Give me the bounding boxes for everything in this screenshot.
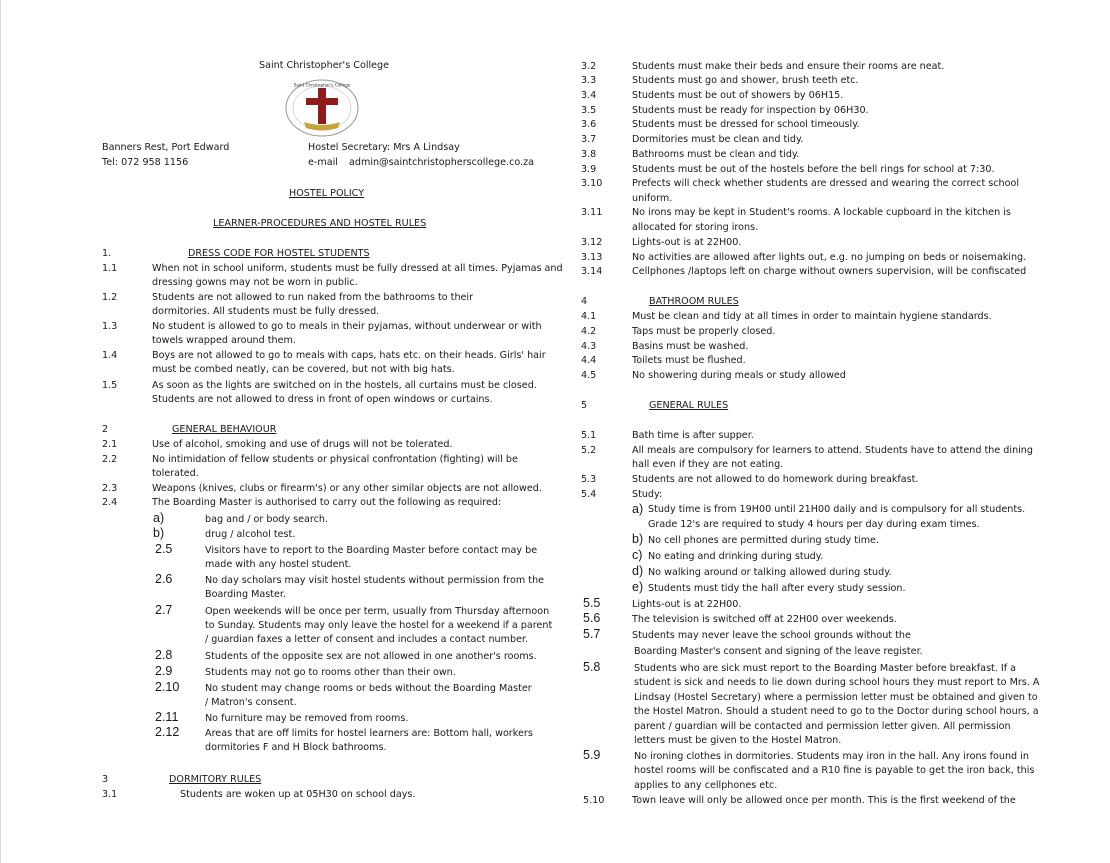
item-text: No day scholars may visit hostel students without permission from the — [205, 575, 545, 586]
item-text: Lights-out is at 22H00. — [632, 599, 742, 610]
item-text: Students who are sick must report to the Boarding Master before breakfast. If a — [634, 663, 1017, 674]
item-text: Boarding Master's consent and signing of the leave register. — [634, 646, 923, 657]
item-text: No student is allowed to go to meals in their pyjamas, without underwear or with — [152, 321, 542, 332]
college-title: Saint Christopher's College — [259, 60, 390, 71]
item-number: 2.8 — [155, 648, 173, 662]
item-number: c) — [632, 548, 643, 562]
item-number: 1.5 — [102, 380, 118, 391]
item-number: 2.11 — [155, 710, 179, 724]
item-text: Must be clean and tidy at all times in order to maintain hygiene standards. — [632, 311, 992, 322]
email-address: admin@saintchristopherscollege.co.za — [349, 157, 535, 168]
section-number: 5 — [581, 400, 588, 411]
item-text: Students are not allowed to do homework during breakfast. — [632, 474, 919, 485]
item-number: 5.1 — [581, 430, 597, 441]
item-text: Students must go and shower, brush teeth etc. — [632, 75, 859, 86]
item-number: 3.14 — [581, 266, 603, 277]
section-title: GENERAL BEHAVIOUR — [172, 424, 277, 435]
item-number: 5.2 — [581, 445, 597, 456]
item-text: No eating and drinking during study. — [648, 551, 824, 562]
svg-text:Saint Christopher's College: Saint Christopher's College — [293, 82, 351, 88]
item-number: b) — [632, 532, 644, 546]
item-text: Students are not allowed to run naked from the bathrooms to their — [152, 292, 474, 303]
item-text: Students must be out of the hostels before the bell rings for school at 7:30. — [632, 164, 995, 175]
item-text: student is sick and needs to lie down during school hours they must report to Mrs. A — [634, 677, 1040, 688]
item-text: No intimidation of fellow students or physical confrontation (fighting) will be — [152, 454, 518, 465]
item-text: parent / guardian will be contacted and permission letter given. All permission — [634, 721, 1011, 732]
item-text: tolerated. — [152, 468, 199, 479]
item-number: 2.3 — [102, 483, 118, 494]
procedures-title: LEARNER-PROCEDURES AND HOSTEL RULES — [213, 218, 427, 229]
item-number: 3.13 — [581, 252, 603, 263]
item-text: Students may not go to rooms other than their own. — [205, 667, 456, 678]
item-number: 2.10 — [155, 680, 180, 694]
item-text: No activities are allowed after lights out, e.g. no jumping on beds or noisemaking. — [632, 252, 1027, 263]
item-number: 4.5 — [581, 370, 597, 381]
item-number: 5.7 — [583, 627, 601, 641]
item-text: Areas that are off limits for hostel learners are: Bottom hall, workers — [205, 728, 533, 739]
item-number: b) — [153, 526, 165, 540]
item-number: 3.12 — [581, 237, 603, 248]
item-text: No ironing clothes in dormitories. Students may iron in the hall. Any irons found in — [634, 751, 1029, 762]
item-text: No walking around or talking allowed during study. — [648, 567, 892, 578]
item-text: Bathrooms must be clean and tidy. — [632, 149, 800, 160]
college-crest-logo — [284, 78, 360, 138]
item-text: Students must tidy the hall after every study session. — [648, 583, 906, 594]
item-text: Toilets must be flushed. — [632, 355, 746, 366]
item-text: Prefects will check whether students are dressed and wearing the correct school — [632, 178, 1020, 189]
item-text: Students must be dressed for school timeously. — [632, 119, 860, 130]
item-text: dormitories F and H Block bathrooms. — [205, 742, 387, 753]
item-number: a) — [632, 502, 644, 516]
item-text: Use of alcohol, smoking and use of drugs will not be tolerated. — [152, 439, 453, 450]
item-text: Students must make their beds and ensure their rooms are neat. — [632, 61, 945, 72]
item-text: No showering during meals or study allowed — [632, 370, 846, 381]
item-text: to Sunday. Students may only leave the hostel for a weekend if a parent — [205, 620, 553, 631]
item-text: Basins must be washed. — [632, 341, 749, 352]
item-number: 3.4 — [581, 90, 597, 101]
item-text: When not in school uniform, students must be fully dressed at all times. Pyjamas and — [152, 263, 563, 274]
item-number: 1.2 — [102, 292, 118, 303]
item-text: must be combed neatly, can be covered, but not with big hats. — [152, 364, 455, 375]
item-text: Town leave will only be allowed once per month. This is the first weekend of the — [632, 795, 1016, 806]
item-text: Grade 12's are required to study 4 hours per day during exam times. — [648, 519, 980, 530]
item-text: allocated for storing irons. — [632, 222, 759, 233]
item-number: 4.4 — [581, 355, 597, 366]
item-text: Study: — [632, 489, 663, 500]
item-text: hostel rooms will be confiscated and a R10 fine is payable to get the iron back, this — [634, 765, 1035, 776]
item-number: 2.1 — [102, 439, 118, 450]
item-number: 3.6 — [581, 119, 597, 130]
item-number: 2.7 — [155, 603, 173, 617]
item-text: Study time is from 19H00 until 21H00 daily and is compulsory for all students. — [648, 504, 1026, 515]
item-number: a) — [153, 511, 165, 525]
section-title: DORMITORY RULES — [169, 774, 262, 785]
item-text: Visitors have to report to the Boarding Master before contact may be — [205, 545, 538, 556]
item-number: 1.3 — [102, 321, 118, 332]
item-text: Students must be ready for inspection by 06H30. — [632, 105, 869, 116]
telephone: Tel: 072 958 1156 — [102, 157, 189, 168]
hostel-policy-title: HOSTEL POLICY — [289, 188, 365, 199]
item-number: 2.12 — [155, 725, 180, 739]
item-number: 3.9 — [581, 164, 597, 175]
item-number: 5.6 — [583, 611, 601, 625]
item-text: Taps must be properly closed. — [632, 326, 776, 337]
item-text: drug / alcohol test. — [205, 529, 296, 540]
item-text: dormitories. All students must be fully dressed. — [152, 306, 380, 317]
item-text: Students must be out of showers by 06H15. — [632, 90, 844, 101]
item-text: Students are woken up at 05H30 on school days. — [180, 789, 416, 800]
page-edge — [0, 0, 1, 863]
item-text: Students of the opposite sex are not allowed in one another's rooms. — [205, 651, 537, 662]
item-number: 1.4 — [102, 350, 118, 361]
item-text: Bath time is after supper. — [632, 430, 754, 441]
item-number: 1.1 — [102, 263, 118, 274]
item-text: Cellphones /laptops left on charge without owners supervision, will be confiscated — [632, 266, 1027, 277]
item-number: 3.5 — [581, 105, 597, 116]
section-number: 1. — [102, 248, 112, 259]
section-title: BATHROOM RULES — [649, 296, 739, 307]
item-number: 4.3 — [581, 341, 597, 352]
item-text: No cell phones are permitted during study time. — [648, 535, 880, 546]
item-text: made with any hostel student. — [205, 559, 352, 570]
item-text: The television is switched off at 22H00 over weekends. — [632, 614, 897, 625]
item-text: Dormitories must be clean and tidy. — [632, 134, 804, 145]
item-number: d) — [632, 564, 644, 578]
item-number: 2.4 — [102, 497, 118, 508]
item-number: 3.7 — [581, 134, 597, 145]
item-number: 5.3 — [581, 474, 597, 485]
item-text: No furniture may be removed from rooms. — [205, 713, 409, 724]
item-text: the Hostel Matron. Should a student need to go to the Doctor during school hours, a — [634, 706, 1039, 717]
item-number: 3.10 — [581, 178, 603, 189]
item-number: 4.2 — [581, 326, 597, 337]
item-number: 3.2 — [581, 61, 597, 72]
item-text: All meals are compulsory for learners to attend. Students have to attend the dining — [632, 445, 1033, 456]
email-label: e-mail — [308, 157, 338, 168]
item-number: 5.9 — [583, 748, 601, 762]
item-text: Boarding Master. — [205, 589, 287, 600]
item-text: Students may never leave the school grounds without the — [632, 630, 911, 641]
item-number: 2.6 — [155, 572, 173, 586]
item-number: 3.8 — [581, 149, 597, 160]
item-text: No irons may be kept in Student's rooms. A lockable cupboard in the kitchen is — [632, 207, 1011, 218]
item-number: 2.9 — [155, 664, 173, 678]
item-text: Open weekends will be once per term, usually from Thursday afternoon — [205, 606, 550, 617]
section-number: 3 — [102, 774, 109, 785]
item-text: Boys are not allowed to go to meals with caps, hats etc. on their heads. Girls' hair — [152, 350, 546, 361]
item-number: 4.1 — [581, 311, 597, 322]
item-text: / Matron's consent. — [205, 697, 297, 708]
item-text: Lindsay (Hostel Secretary) where a permission letter must be obtained and given to — [634, 692, 1038, 703]
item-number: 5.4 — [581, 489, 597, 500]
item-number: 3.3 — [581, 75, 597, 86]
item-number: 5.5 — [583, 596, 601, 610]
item-number: 3.1 — [102, 789, 118, 800]
section-number: 2 — [102, 424, 109, 435]
section-number: 4 — [581, 296, 588, 307]
item-number: 5.8 — [583, 660, 601, 674]
section-title: DRESS CODE FOR HOSTEL STUDENTS — [188, 248, 370, 259]
item-text: hall even if they are not eating. — [632, 459, 784, 470]
item-number: 3.11 — [581, 207, 603, 218]
item-text: uniform. — [632, 193, 673, 204]
item-text: Weapons (knives, clubs or firearm's) or any other similar objects are not allowed. — [152, 483, 542, 494]
item-text: Lights-out is at 22H00. — [632, 237, 742, 248]
item-text: applies to any cellphones etc. — [634, 780, 778, 791]
item-text: dressing gowns may not be worn in public. — [152, 277, 358, 288]
item-text: / guardian faxes a letter of consent and includes a contact number. — [205, 634, 529, 645]
item-text: letters must be given to the Hostel Matron. — [634, 735, 842, 746]
item-number: 2.5 — [155, 542, 173, 556]
item-number: e) — [632, 580, 644, 594]
item-text: towels wrapped around them. — [152, 335, 296, 346]
item-number: 5.10 — [583, 795, 605, 806]
section-title: GENERAL RULES — [649, 400, 729, 411]
item-number: 2.2 — [102, 454, 118, 465]
item-text: No student may change rooms or beds without the Boarding Master — [205, 683, 532, 694]
item-text: Students are not allowed to dress in front of open windows or curtains. — [152, 394, 493, 405]
item-text: The Boarding Master is authorised to carry out the following as required: — [152, 497, 502, 508]
item-text: bag and / or body search. — [205, 514, 329, 525]
item-text: As soon as the lights are switched on in the hostels, all curtains must be closed. — [152, 380, 537, 391]
hostel-secretary: Hostel Secretary: Mrs A Lindsay — [308, 142, 460, 153]
address: Banners Rest, Port Edward — [102, 142, 230, 153]
